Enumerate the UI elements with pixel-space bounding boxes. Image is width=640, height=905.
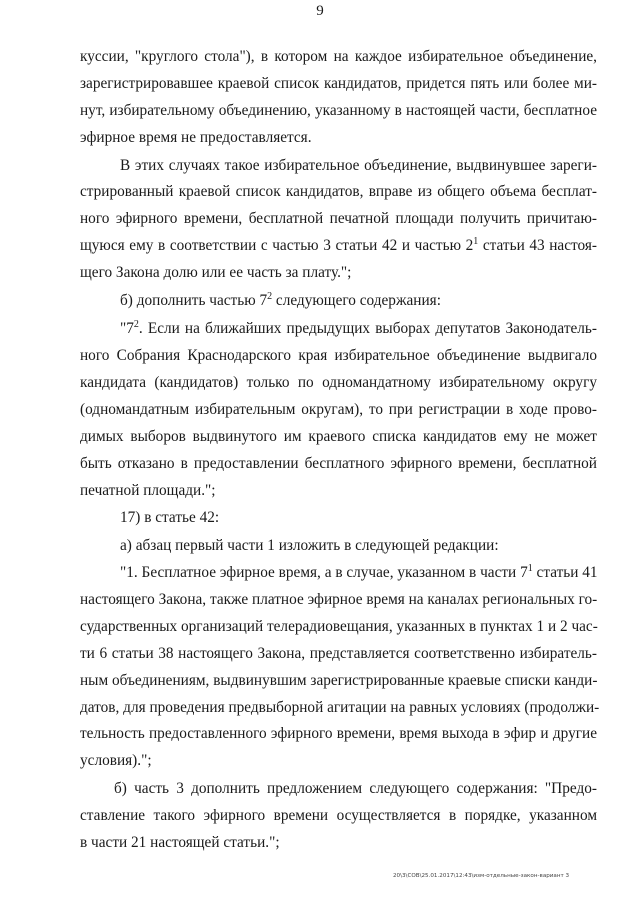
text-line: в части 21 настоящей статьи.";: [80, 834, 280, 851]
text-line: датов, для проведения предвыборной агитации на равных условиях (продолжи-: [80, 699, 600, 716]
text-line: б) часть 3 дополнить предложением следующего содержания: "Предо-: [114, 780, 597, 797]
text-line: 17) в статье 42:: [120, 509, 220, 526]
superscript: 2: [133, 319, 139, 330]
text-line: ставление такого эфирного времени осуществляется в порядке, указанном: [80, 807, 597, 824]
text-line: ным объединениям, выдвинувшим зарегистрированные краевые списки канди-: [80, 672, 598, 689]
text-line: настоящего Закона, также платное эфирное время на каналах региональных го-: [80, 591, 598, 608]
text-line: стрированный краевой список кандидатов, вправе из общего объема бесплат-: [80, 183, 597, 200]
text-line: тельность предоставленного эфирного времени, время выхода в эфир и другие: [80, 725, 597, 742]
text-line: ного эфирного времени, бесплатной печатной площади получить причитаю-: [80, 210, 597, 227]
text-line: печатной площади.";: [80, 482, 216, 499]
text-line: условия).";: [80, 752, 152, 769]
text-line: "$7^2$. Если на ближайших предыдущих выборах депутатов Законодатель-: [120, 319, 597, 337]
text-line: зарегистрировавшее краевой список кандидатов, придется пять или более ми-: [80, 75, 597, 92]
text-line: В этих случаях такое избирательное объединение, выдвинувшее зареги-: [120, 157, 597, 174]
superscript: 2: [267, 291, 273, 302]
page-number: 9: [316, 3, 324, 19]
text-line: "1. Бесплатное эфирное время, а в случае, указанном в части $7^1$ статьи 41: [120, 563, 598, 581]
file-path-footer: 20\3\СОВ\25.01.2017\12:43\изм-отдельные-закон-вариант 3: [393, 873, 570, 879]
text-line: б) дополнить частью $7^2$ следующего содержания:: [120, 291, 441, 309]
superscript: 1: [527, 563, 533, 574]
text-line: нут, избирательному объединению, указанному в настоящей части, бесплатное: [80, 102, 597, 119]
text-line: эфирное время не предоставляется.: [80, 129, 312, 146]
text-line: кандидата (кандидатов) только по одномандатному избирательному округу: [80, 374, 597, 391]
text-line: димых выборов выдвинутого им краевого списка кандидатов ему не может: [80, 428, 597, 445]
text-line: куссии, "круглого стола"), в котором на каждое избирательное объединение,: [80, 48, 597, 65]
text-line: а) абзац первый части 1 изложить в следующей редакции:: [120, 537, 499, 554]
text-line: быть отказано в предоставлении бесплатного эфирного времени, бесплатной: [80, 455, 597, 472]
text-line: щего Закона долю или ее часть за плату.";: [80, 264, 352, 281]
text-line: (одномандатным избирательным округам), то при регистрации в ходе прово-: [80, 401, 597, 418]
superscript: 1: [473, 236, 479, 247]
text-line: щуюся ему в соответствии с частью 3 статьи 42 и частью $2^1$ статьи 43 настоя-: [80, 236, 597, 254]
text-line: сударственных организаций телерадиовещания, указанных в пунктах 1 и 2 час-: [80, 618, 598, 635]
text-line: ти 6 статьи 38 настоящего Закона, представляется соответственно избиратель-: [80, 645, 597, 662]
text-line: ного Собрания Краснодарского края избирательное объединение выдвигало: [80, 347, 597, 364]
